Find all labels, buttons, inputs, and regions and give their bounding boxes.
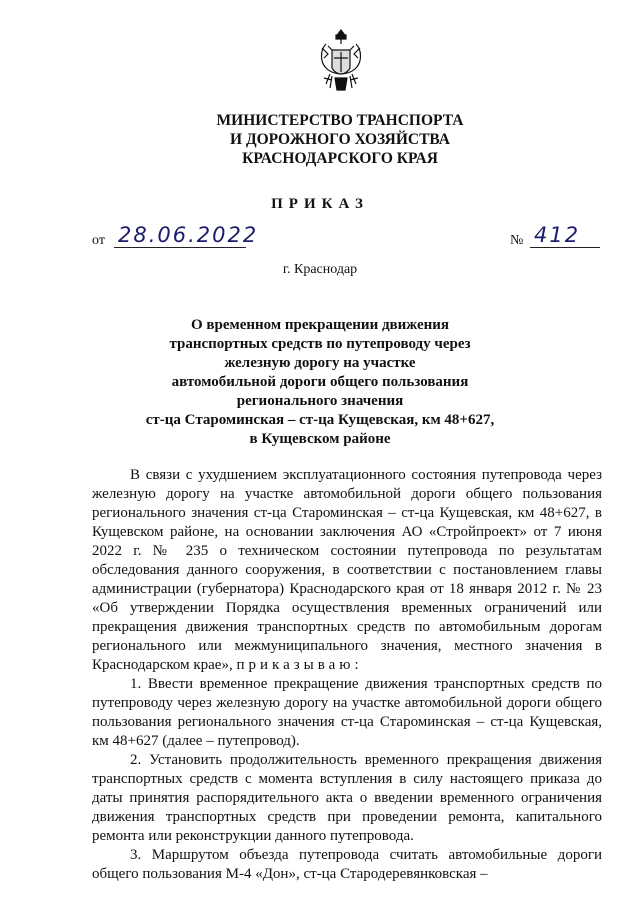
subject-line: ст-ца Староминская – ст-ца Кущевская, км 48+627, [145,412,495,428]
org-line: МИНИСТЕРСТВО ТРАНСПОРТА [216,112,464,129]
intro-text: В связи с ухудшением эксплуатационного состояния путепровода через железную дорогу на участке автомобильной дороги общего пользования регионального значения ст-ца Староминская – ст-ца Кущевская, км 48+627, в Кущевском районе, на основании заключения АО «Стройпроект» от 7 июня 2022 г. № 235 о техническом состоянии путепровода по результатам обследования данного сооружения, в соответствии с постановлением главы администрации (губернатора) Краснодарского края от 18 января 2012 г. № 23 «Об утверждении Порядка осуществления временных ограничений или прекращения движения транспортных средств по автомобильным дорогам регионального или межмуниципального значения, местного значения в Краснодарском крае», [92,467,602,673]
subject-line: автомобильной дороги общего пользования [171,374,469,390]
number-prefix: № [510,233,524,248]
organization-name [160,111,520,168]
handwritten-date: 28.06.2022 [114,223,246,248]
order-directive: приказываю: [236,657,363,673]
order-body [92,466,602,884]
subject-line: регионального значения [236,393,404,409]
order-item-1: 1. Ввести временное прекращение движения транспортных средств по путепроводу через железную дорогу на участке автомобильной дороги общего пользования регионального значения ст-ца Староминская – ст-ца Кущевская, км 48+627 (далее – путепровод). [92,676,602,749]
city-line: г. Краснодар [282,262,358,277]
order-subject [110,316,530,449]
subject-line: О временном прекращении движения [190,317,450,333]
order-item-2: 2. Установить продолжительность временного прекращения движения транспортных средств с момента вступления в силу настоящего приказа до даты принятия распорядительного акта о введении временного ограничения движения транспортных средств при проведении ремонта, капитального ремонта или реконструкции данного путепровода. [92,752,602,844]
coat-of-arms-emblem [318,28,364,92]
subject-line: транспортных средств по путепроводу через [169,336,471,352]
date-number-row [92,223,612,253]
subject-line: железную дорогу на участке [224,355,416,371]
document-type-title: ПРИКАЗ [271,196,369,212]
handwritten-number: 412 [530,223,600,248]
subject-line: в Кущевском районе [249,431,391,447]
org-line: И ДОРОЖНОГО ХОЗЯЙСТВА [230,131,450,148]
intro-paragraph [92,466,602,675]
date-prefix: от [92,233,105,248]
order-item-3: 3. Маршрутом объезда путепровода считать автомобильные дороги общего пользования М-4 «Дон», ст-ца Стародеревянковская – [92,847,602,882]
org-line: КРАСНОДАРСКОГО КРАЯ [242,150,438,167]
